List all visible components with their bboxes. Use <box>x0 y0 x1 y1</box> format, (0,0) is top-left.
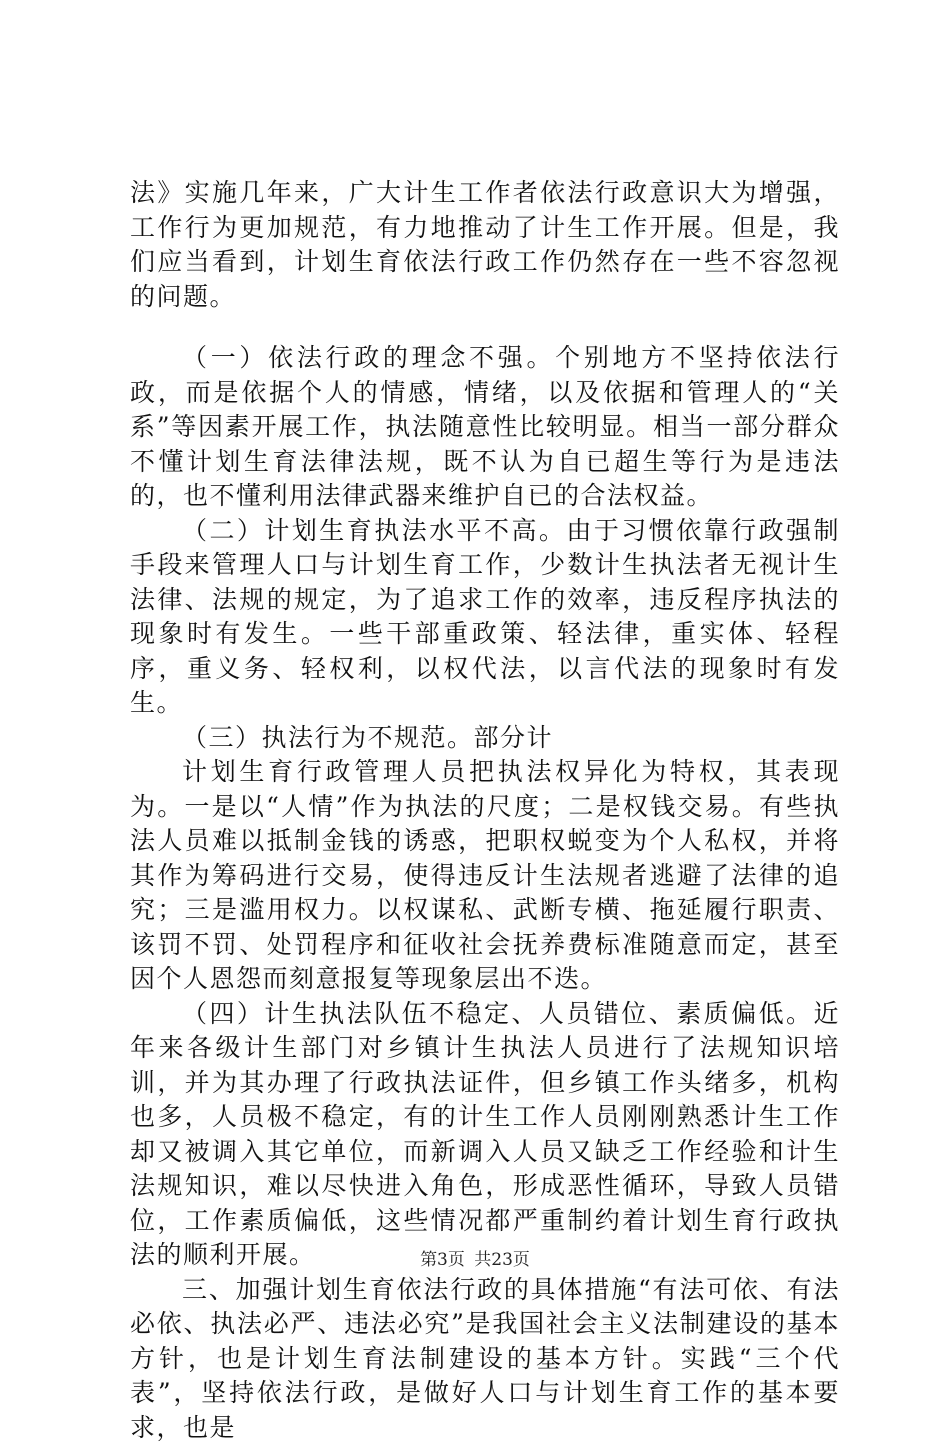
paragraph-section-1: （一）依法行政的理念不强。个别地方不坚持依法行政，而是依据个人的情感，情绪，以及依据和管理人的“关系”等因素开展工作，执法随意性比较明显。相当一部分群众不懂计划生育法律法规，既不认为自已超生等行为是违法的，也不懂利用法律武器来维护自已的合法权益。 <box>130 341 840 514</box>
paragraph-section-3-heading: （三）执法行为不规范。部分计 <box>130 721 840 756</box>
page-footer <box>0 1245 950 1270</box>
paragraph-intro: 法》实施几年来，广大计生工作者依法行政意识大为增强，工作行为更加规范，有力地推动了计生工作开展。但是，我们应当看到，计划生育依法行政工作仍然存在一些不容忽视的问题。 <box>130 176 840 314</box>
paragraph-part-3: 三、加强计划生育依法行政的具体措施“有法可依、有法必依、执法必严、违法必究”是我国社会主义法制建设的基本方针，也是计划生育法制建设的基本方针。实践“三个代表”，坚持依法行政，是做好人口与计划生育工作的基本要求，也是 <box>130 1273 840 1445</box>
paragraph-section-4: （四）计生执法队伍不稳定、人员错位、素质偏低。近年来各级计生部门对乡镇计生执法人员进行了法规知识培训，并为其办理了行政执法证件，但乡镇工作头绪多，机构也多，人员极不稳定，有的计生工作人员刚刚熟悉计生工作却又被调入其它单位，而新调入人员又缺乏工作经验和计生法规知识，难以尽快进入角色，形成恶性循环，导致人员错位，工作素质偏低，这些情况都严重制约着计划生育行政执法的顺利开展。 <box>130 997 840 1273</box>
paragraph-section-2: （二）计划生育执法水平不高。由于习惯依靠行政强制手段来管理人口与计划生育工作，少数计生执法者无视计生法律、法规的规定，为了追求工作的效率，违反程序执法的现象时有发生。一些干部重政策、轻法律，重实体、轻程序，重义务、轻权利，以权代法，以言代法的现象时有发生。 <box>130 514 840 721</box>
page-total: 共23页 <box>474 1250 530 1270</box>
paragraph-section-3-body: 计划生育行政管理人员把执法权异化为特权，其表现为。一是以“人情”作为执法的尺度；二是权钱交易。有些执法人员难以抵制金钱的诱惑，把职权蜕变为个人私权，并将其作为筹码进行交易，使得违反计生法规者逃避了法律的追究；三是滥用权力。以权谋私、武断专横、拖延履行职责、该罚不罚、处罚程序和征收社会抚养费标准随意而定，甚至因个人恩怨而刻意报复等现象层出不迭。 <box>130 755 840 997</box>
page-number: 第3页 <box>420 1250 465 1270</box>
